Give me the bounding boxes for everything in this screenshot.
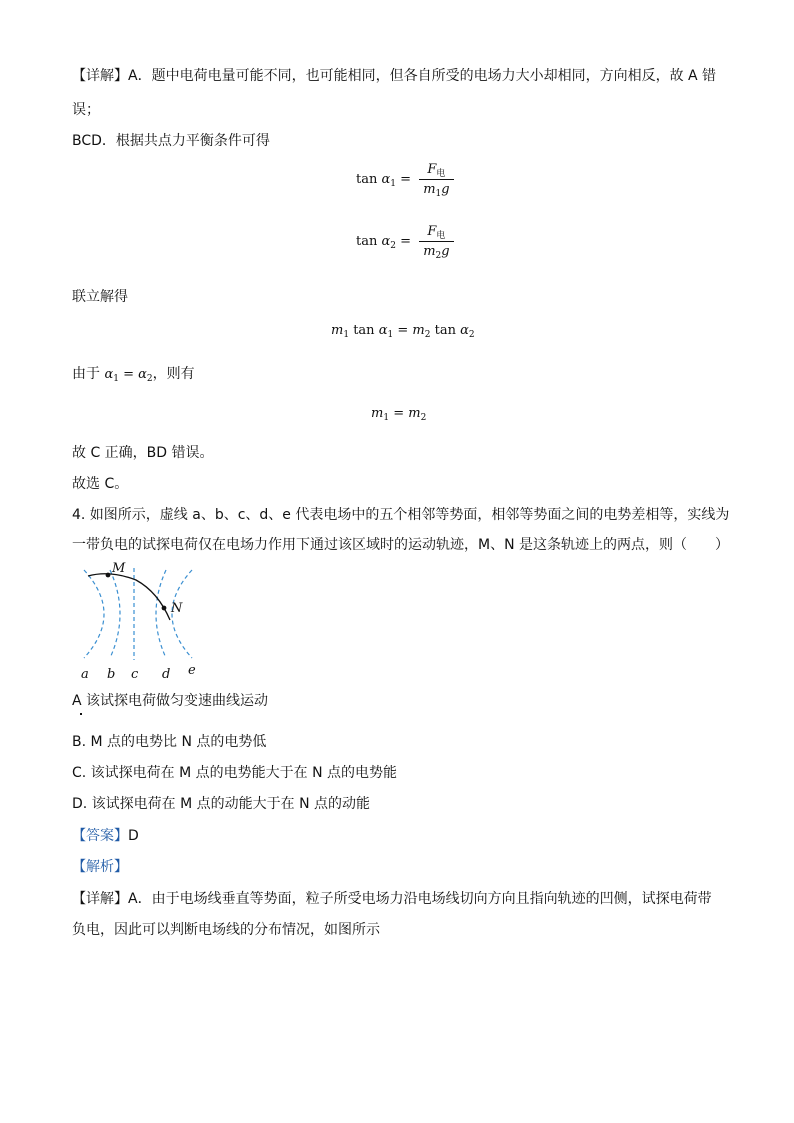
- g-symbol: g: [441, 244, 450, 259]
- detail-text-1: A．题中电荷电量可能不同，也可能相同，但各自所受的电场力大小却相同，方向相反，故 A 错: [128, 68, 717, 84]
- fraction-1: [419, 162, 453, 197]
- point-n-label: N: [171, 601, 183, 616]
- since-line: 由于 $\alpha_1 = \alpha_2$，则有: [72, 366, 195, 384]
- alpha-symbol: α: [460, 323, 469, 338]
- sub-1: 1: [383, 413, 390, 423]
- sub-2: 2: [146, 374, 153, 384]
- mass-sub: 2: [435, 251, 442, 261]
- mass-symbol: m: [412, 323, 425, 338]
- sub-2: 2: [390, 241, 397, 251]
- label-d: d: [162, 667, 171, 682]
- sub-2: 2: [424, 330, 431, 340]
- since-prefix: 由于: [72, 366, 100, 382]
- label-b: b: [107, 667, 116, 682]
- equipotential-b: [110, 570, 120, 658]
- option-b: B. M 点的电势比 N 点的电势低: [72, 734, 267, 750]
- q4-detail-text-1: A．由于电场线垂直等势面，粒子所受电场力沿电场线切向方向且指向轨迹的凹侧，试探电荷带: [128, 891, 712, 907]
- detail-line-2: 误；: [72, 102, 100, 118]
- q4-detail-line-1: [72, 889, 734, 909]
- q4-detail-line-2: 负电，因此可以判断电场线的分布情况，如图所示: [72, 922, 380, 938]
- equation-tan-alpha2: $\tan \alpha_2$ = $\frac{F_电}{m_2g}$: [356, 224, 454, 259]
- tan-text: tan: [356, 172, 378, 187]
- fraction-2: [419, 224, 453, 259]
- bcd-line: BCD．根据共点力平衡条件可得: [72, 133, 270, 149]
- equation-tan-alpha1: $\tan \alpha_1$ = $\frac{F_电}{m_1g}$: [356, 162, 454, 197]
- stray-dot: [80, 713, 82, 715]
- answer-tag: 【答案】: [72, 828, 128, 844]
- equation-mass-equal: $m_1 = m_2$: [371, 406, 427, 423]
- equipotential-d: [156, 570, 166, 658]
- mass-symbol: m: [371, 406, 384, 421]
- g-symbol: g: [441, 182, 450, 197]
- question4-stem-1: 4. 如图所示，虚线 a、b、c、d、e 代表电场中的五个相邻等势面，相邻等势面之间的电势差相等，实线为: [72, 507, 730, 523]
- conclusion-line: 故 C 正确，BD 错误。: [72, 445, 214, 461]
- point-m-label: M: [112, 561, 126, 576]
- alpha-symbol: α: [104, 367, 114, 382]
- option-a: A 该试探电荷做匀变速曲线运动: [72, 693, 269, 709]
- alpha-symbol: α: [138, 367, 147, 382]
- tan-text: tan: [356, 234, 378, 249]
- sub-1: 1: [113, 374, 119, 384]
- option-d: D. 该试探电荷在 M 点的动能大于在 N 点的动能: [72, 796, 371, 812]
- q4-detail-tag: 【详解】: [72, 891, 128, 907]
- sub-1: 1: [387, 330, 394, 340]
- tan-text: tan: [353, 323, 375, 338]
- mass-symbol: m: [423, 244, 436, 259]
- detail-tag: 【详解】: [72, 68, 128, 84]
- label-e: e: [188, 663, 196, 678]
- answer-value: D: [128, 828, 139, 844]
- point-m-marker: [106, 573, 111, 578]
- sub-1: 1: [343, 330, 350, 340]
- sub-2: 2: [420, 413, 427, 423]
- answer-line: [72, 826, 734, 846]
- label-a: a: [81, 667, 89, 682]
- mass-sub: 1: [435, 189, 442, 199]
- alpha-symbol: α: [378, 323, 388, 338]
- alpha-symbol: α: [381, 172, 391, 187]
- equipotential-figure: [70, 558, 210, 686]
- detail-line-1: [72, 66, 734, 86]
- equation-combined: $m_1$ $\tan \alpha_1 = m_2$ $\tan \alpha_2$: [331, 323, 475, 340]
- combine-line: 联立解得: [72, 289, 128, 305]
- force-symbol: F: [427, 224, 437, 239]
- point-n-marker: [162, 606, 167, 611]
- question4-stem-2: 一带负电的试探电荷仅在电场力作用下通过该区域时的运动轨迹，M、N 是这条轨迹上的两点，则（ ）: [72, 537, 729, 553]
- since-suffix: ，则有: [152, 366, 195, 382]
- mass-symbol: m: [331, 323, 344, 338]
- force-symbol: F: [427, 162, 437, 177]
- choice-line: 故选 C。: [72, 476, 129, 492]
- equipotential-a: [84, 570, 104, 658]
- force-sub: 电: [436, 169, 446, 179]
- label-c: c: [131, 667, 139, 682]
- sub-2: 2: [468, 330, 475, 340]
- force-sub: 电: [436, 231, 446, 241]
- tan-text: tan: [434, 323, 456, 338]
- alpha-symbol: α: [381, 234, 391, 249]
- analysis-tag: 【解析】: [72, 859, 128, 875]
- mass-symbol: m: [408, 406, 421, 421]
- option-c: C. 该试探电荷在 M 点的电势能大于在 N 点的电势能: [72, 765, 398, 781]
- sub-1: 1: [390, 179, 397, 189]
- mass-symbol: m: [423, 182, 436, 197]
